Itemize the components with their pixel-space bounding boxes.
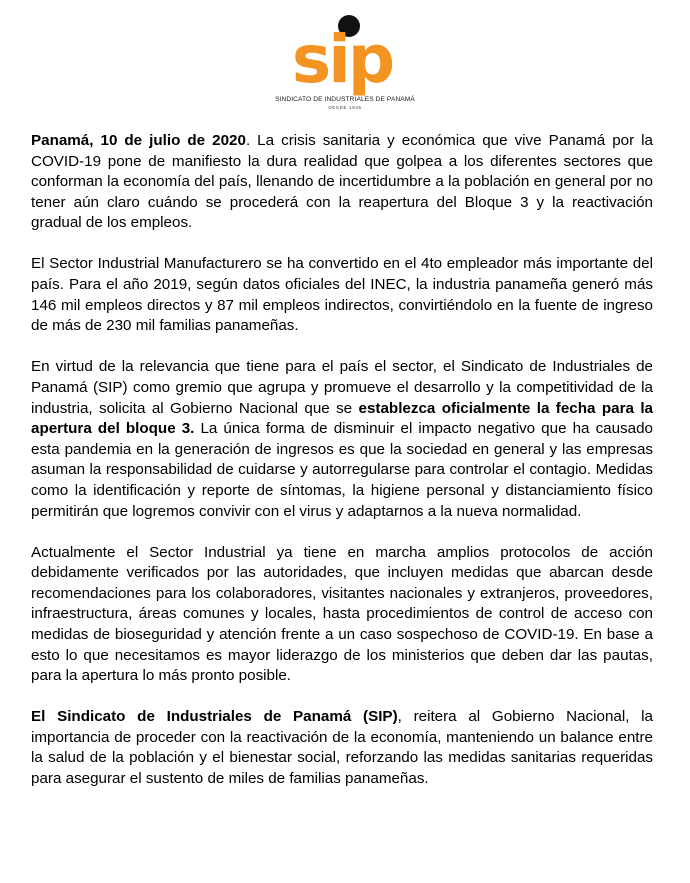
paragraph-text: Actualmente el Sector Industrial ya tiene en marcha amplios protocolos de acción debidamente verificados por las autoridades, que incluyen medidas que abarcan desde recomendaciones para los colaboradores, visitantes nacionales y extranjeros, proveedores, infraestructura, áreas comunes y locales, hasta procedimientos de control de acceso con medidas de bioseguridad y atención frente a un caso sospechoso de COVID-19. En base a esto lo que necesitamos es mayor liderazgo de los ministerios que deben dar las pautas, para la apertura lo más pronto posible.: [31, 543, 653, 685]
paragraph-intro: [31, 131, 653, 234]
paragraph-text: , reitera al Gobierno Nacional, la importancia de proceder con la reactivación de la economía, manteniendo un balance entre la salud de la población y el bienestar social, reforzando las medidas sanitarias requeridas para asegurar el sustento de miles de familias panameñas.: [31, 708, 653, 788]
logo-caption: SINDICATO DE INDUSTRIALES DE PANAMÁ: [275, 96, 415, 103]
paragraph-text: La única forma de disminuir el impacto negativo que ha causado esta pandemia en la generación de ingresos es que la sociedad en general y las empresas asuman la responsabilidad de cuidarse y autorregularse para controlar el contagio. Medidas como la identificación y reporte de síntomas, la higiene personal y distanciamiento físico permitirán que logremos convivir con el virus y adaptarnos a la nueva normalidad.: [31, 420, 653, 520]
paragraph-text: En virtud de la relevancia que tiene para el país el sector, el Sindicato de Industriales de Panamá (SIP) como gremio que agrupa y promueve el desarrollo y la competitividad de la industria, solicita al Gobierno Nacional que se: [31, 358, 653, 417]
organization-name: El Sindicato de Industriales de Panamá (SIP): [31, 708, 398, 726]
dateline: Panamá, 10 de julio de 2020: [31, 132, 246, 149]
letterhead: [0, 0, 690, 120]
paragraph-text: . La crisis sanitaria y económica que vive Panamá por la COVID-19 pone de manifiesto la dura realidad que golpea a los diferentes sectores que conforman la economía del país, llenando de incertidumbre a la población en general por no tener aún claro cuándo se procederá con la reapertura del Bloque 3 y la reactivación gradual de los empleos.: [31, 132, 653, 232]
sip-logo: [262, 14, 422, 96]
press-release-body: [31, 131, 653, 810]
paragraph-text: El Sector Industrial Manufacturero se ha convertido en el 4to empleador más importante del país. Para el año 2019, según datos oficiales del INEC, la industria panameña generó más 146 mil empleos directos y 87 mil empleos indirectos, convirtiéndolo en la fuente de ingreso de más de 230 mil familias panameñas.: [31, 255, 653, 335]
paragraph-protocols: [31, 543, 653, 687]
logo-since: DESDE 1945: [328, 105, 362, 110]
logo-wordmark: sip: [291, 21, 393, 96]
paragraph-closing: [31, 707, 653, 789]
request-highlight: establezca oficialmente la fecha para la apertura del bloque 3.: [31, 399, 653, 438]
paragraph-employment: [31, 254, 653, 336]
paragraph-request: [31, 357, 653, 522]
